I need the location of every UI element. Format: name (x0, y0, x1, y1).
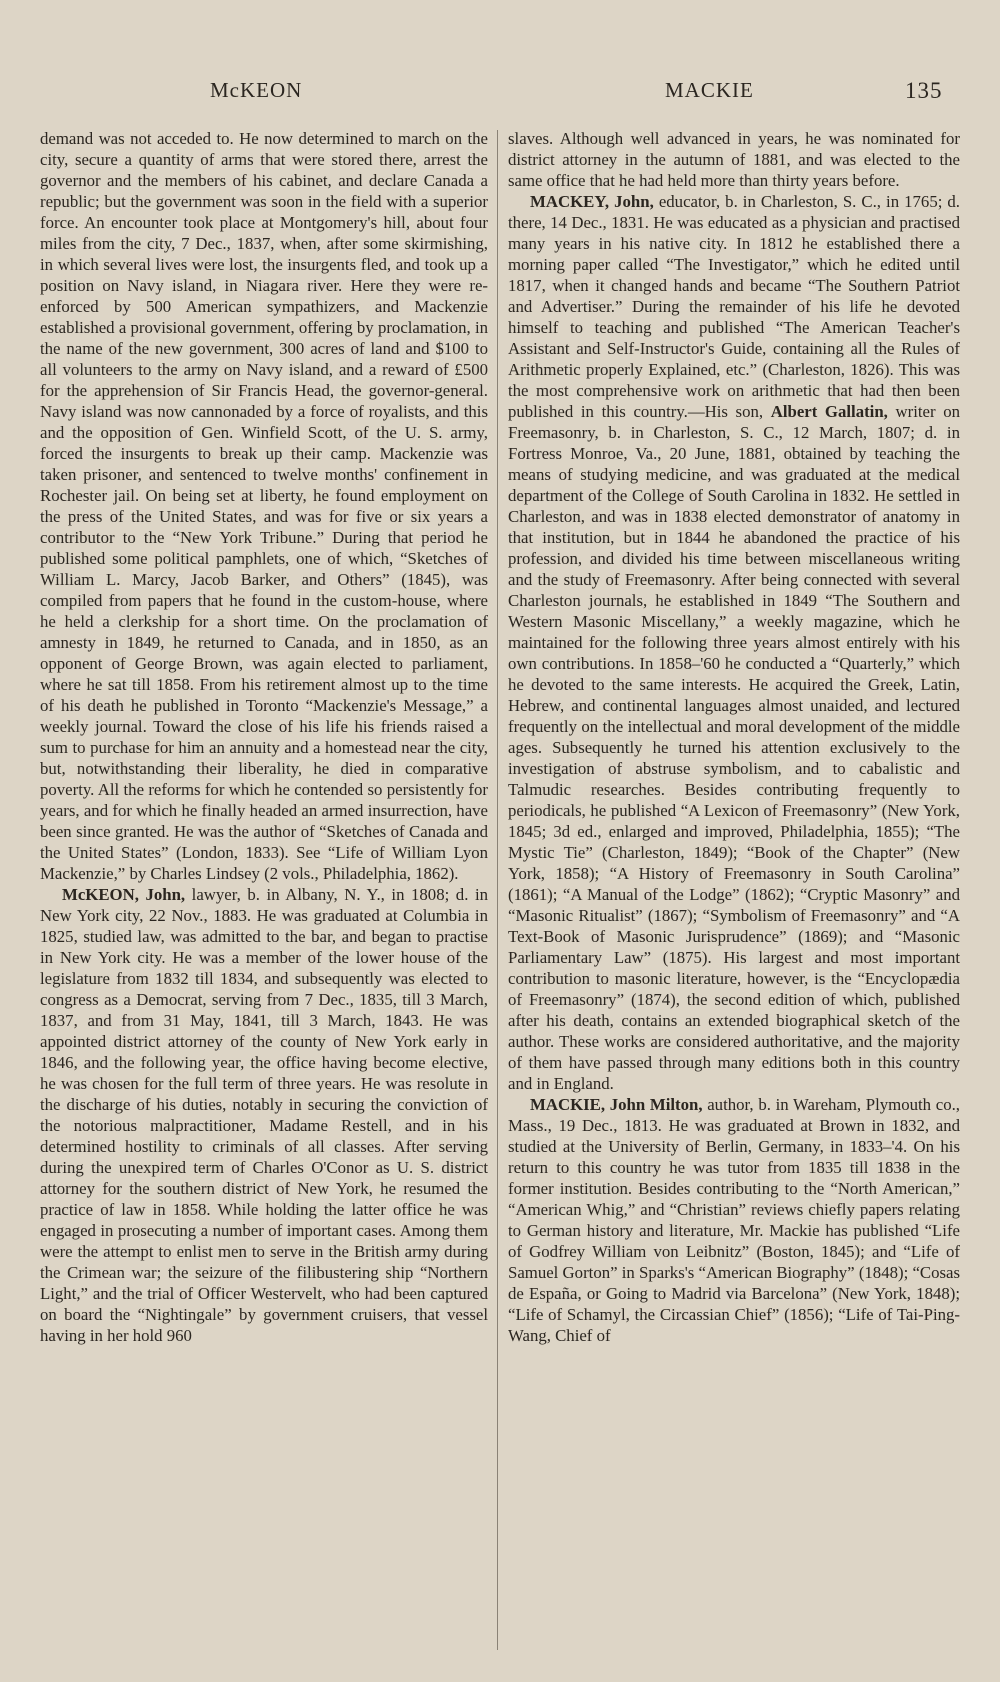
entry-mckeon-body: lawyer, b. in Albany, N. Y., in 1808; d. in New York city, 22 Nov., 1883. He was graduated at Columbia in 1825, studied law, was admitted to the bar, and began to practise in New York city. He was a member of the lower house of the legislature from 1832 till 1834, and subsequently was elected to congress as a Democrat, serving from 7 Dec., 1835, till 3 March, 1837, and from 31 May, 1841, till 3 March, 1843. He was appointed district attorney of the county of New York early in 1846, and the following year, the office having become elective, he was chosen for the full term of three years. He was resolute in the discharge of his duties, notably in securing the conviction of the notorious malpractitioner, Madame Restell, and in his determined hostility to criminals of all classes. After serving during the unexpired term of Charles O'Conor as U. S. district attorney for the southern district of New York, he resumed the practice of law in 1858. While holding the latter office he was engaged in prosecuting a number of important cases. Among them were the attempt to enlist men to serve in the British army during the Crimean war; the seizure of the filibustering ship “Northern Light,” and the trial of Officer Westervelt, who had been captured on board the “Nightingale” by government cruisers, that vessel having in her hold 960 (40, 885, 488, 1345)
running-head-right: MACKIE (665, 78, 754, 102)
mackenzie-continuation: demand was not acceded to. He now determined to march on the city, secure a quantity of arms that were stored there, arrest the governor and the members of his cabinet, and declare Canada a republic; but the government was soon in the field with a superior force. An encounter took place at Montgomery's hill, about four miles from the city, 7 Dec., 1837, when, after some skirmishing, in which several lives were lost, the insurgents fled, and took up a position on Navy island, in Niagara river. Here they were re-enforced by 500 American sympathizers, and Mackenzie established a provisional government, offering by proclamation, in the name of the new government, 300 acres of land and $100 to all volunteers to the army on Navy island, and a reward of £500 for the apprehension of Sir Francis Head, the governor-general. Navy island was now cannonaded by a force of royalists, and this and the opposition of Gen. Winfield Scott, of the U. S. army, forced the insurgents to break up their camp. Mackenzie was taken prisoner, and sentenced to twelve months' confinement in Rochester jail. On being set at liberty, he found employment on the press of the United States, and was for five or six years a contributor to the “New York Tribune.” During that period he published some political pamphlets, one of which, “Sketches of William L. Marcy, Jacob Barker, and Others” (1845), was compiled from papers that he found in the custom-house, where he held a clerkship for a short time. On the proclamation of amnesty in 1849, he returned to Canada, and in 1850, as an opponent of George Brown, was again elected to parliament, where he sat till 1858. From his retirement almost up to the time of his death he published in Toronto “Mackenzie's Message,” a weekly journal. Toward the close of his life his friends raised a sum to purchase for him an annuity and a homestead near the city, but, notwithstanding their liberality, he died in comparative poverty. All the reforms for which he contended so persistently for years, and for which he finally headed an armed insurrection, have been since granted. He was the author of “Sketches of Canada and the United States” (London, 1833). See “Life of William Lyon Mackenzie,” by Charles Lindsey (2 vols., Philadelphia, 1862). (40, 129, 488, 883)
subheadword-albert-gallatin: Albert Gallatin, (770, 402, 888, 421)
column-divider (497, 130, 498, 1650)
entry-mckeon (40, 884, 488, 1346)
page-number: 135 (905, 78, 943, 103)
running-head-left: McKEON (210, 78, 303, 102)
entry-mackie-body: author, b. in Wareham, Plymouth co., Mass., 19 Dec., 1813. He was graduated at Brown in 1832, and studied at the University of Berlin, Germany, in 1833–'4. On his return to this country he was tutor from 1835 till 1838 in the former institution. Besides contributing to the “North American,” “American Whig,” and “Christian” reviews chiefly papers relating to German history and literature, Mr. Mackie has published “Life of Godfrey William von Leibnitz” (Boston, 1845); and “Life of Samuel Gorton” in Sparks's “American Biography” (1848); “Cosas de España, or Going to Madrid via Barcelona” (New York, 1848); “Life of Schamyl, the Circassian Chief” (1856); “Life of Tai-Ping-Wang, Chief of (508, 1095, 960, 1345)
entry-albert-gallatin-body: writer on Freemasonry, b. in Charleston, S. C., 12 March, 1807; d. in Fortress Monroe, Va., 20 June, 1881, obtained by teaching the means of studying medicine, and was graduated at the medical department of the College of South Carolina in 1832. He settled in Charleston, and was in 1838 elected demonstrator of anatomy in that institution, but in 1844 he abandoned the practice of his profession, and divided his time between miscellaneous writing and the study of Freemasonry. After being connected with several Charleston journals, he established in 1849 “The Southern and Western Masonic Miscellany,” a weekly magazine, which he maintained for the following three years almost entirely with his own contributions. In 1858–'60 he conducted a “Quarterly,” which he devoted to the same interests. He acquired the Greek, Latin, Hebrew, and continental languages almost unaided, and lectured frequently on the intellectual and moral development of the middle ages. Subsequently he turned his attention exclusively to the investigation of abstruse symbolism, and to cabalistic and Talmudic researches. Besides contributing frequently to periodicals, he published “A Lexicon of Freemasonry” (New York, 1845; 3d ed., enlarged and improved, Philadelphia, 1855); “The Mystic Tie” (Charleston, 1849); “Book of the Chapter” (New York, 1858); “A History of Freemasonry in South Carolina” (1861); “A Manual of the Lodge” (1862); “Cryptic Masonry” and “Masonic Ritualist” (1867); “Symbolism of Freemasonry” and “A Text-Book of Masonic Jurisprudence” (1869); and “Masonic Parliamentary Law” (1875). His largest and most important contribution to masonic literature, however, is the “Encyclopædia of Freemasonry” (1874), the second edition of which, published after his death, contains an extended biographical sketch of the author. These works are considered authoritative, and the majority of them have passed through many editions both in this country and in England. (508, 402, 960, 1093)
headword-mackie: MACKIE, John Milton, (530, 1095, 703, 1114)
entry-mackey-body: educator, b. in Charleston, S. C., in 1765; d. there, 14 Dec., 1831. He was educated as a physician and practised many years in his native city. In 1812 he established there a morning paper called “The Investigator,” which he edited until 1817, when it changed hands and became “The Southern Patriot and Advertiser.” During the remainder of his life he devoted himself to teaching and published “The American Teacher's Assistant and Self-Instructor's Guide, containing all the Rules of Arithmetic properly Explained, etc.” (Charleston, 1826). This was the most comprehensive work on arithmetic that had then been published in this country.—His son, (508, 192, 960, 421)
left-column (40, 128, 488, 1346)
entry-mackie (508, 1094, 960, 1346)
entry-mackey (508, 191, 960, 1094)
headword-mckeon: McKEON, John, (62, 885, 186, 904)
headword-mackey: MACKEY, John, (530, 192, 654, 211)
right-column (508, 128, 960, 1346)
mckeon-continuation: slaves. Although well advanced in years, he was nominated for district attorney in the autumn of 1881, and was elected to the same office that he had held more than thirty years before. (508, 129, 960, 190)
